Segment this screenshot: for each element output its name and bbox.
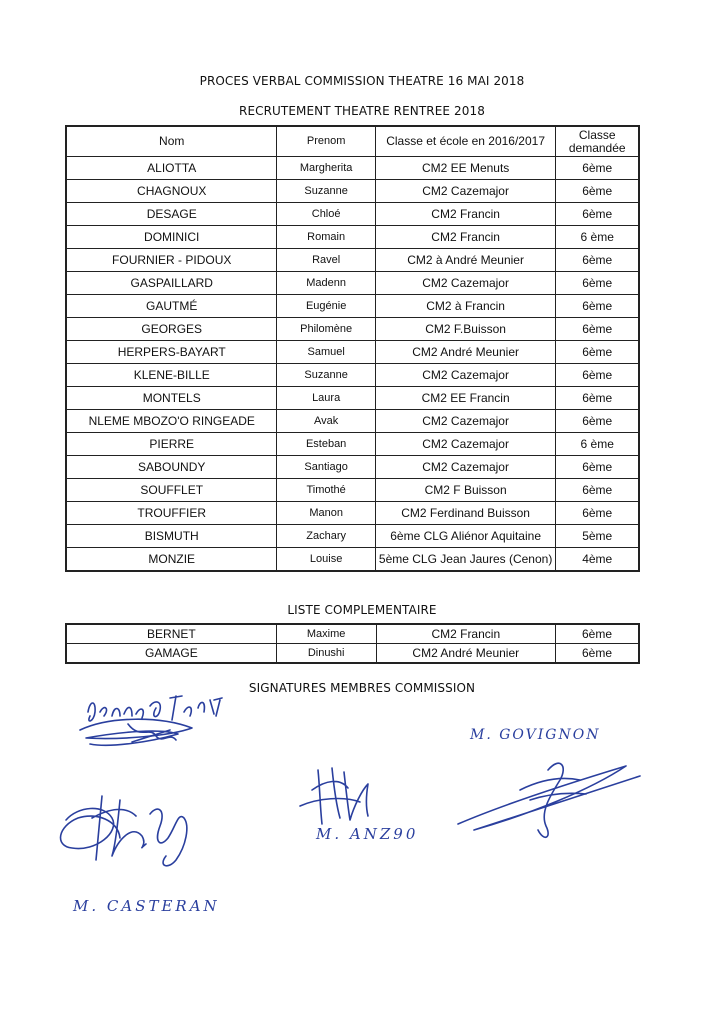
- handwritten-name-2: M. ANZ90: [316, 825, 419, 843]
- cell-ecole: CM2 à André Meunier: [375, 249, 556, 272]
- cell-demande: 6ème: [556, 203, 639, 226]
- cell-demande: 6ème: [556, 387, 639, 410]
- cell-nom: ALIOTTA: [66, 157, 277, 180]
- signature-2: [61, 796, 187, 866]
- cell-ecole: 5ème CLG Jean Jaures (Cenon): [375, 548, 556, 572]
- cell-demande: 6ème: [556, 456, 639, 479]
- cell-demande: 6ème: [556, 502, 639, 525]
- cell-prenom: Romain: [277, 226, 375, 249]
- cell-nom: DOMINICI: [66, 226, 277, 249]
- cell-demande: 5ème: [556, 525, 639, 548]
- cell-demande: 6 ème: [556, 433, 639, 456]
- cell-demande: 6ème: [556, 624, 639, 644]
- cell-nom: MONZIE: [66, 548, 277, 572]
- cell-demande: 6ème: [556, 644, 639, 664]
- cell-prenom: Margherita: [277, 157, 375, 180]
- cell-nom: NLEME MBOZO'O RINGEADE: [66, 410, 277, 433]
- cell-demande: 6ème: [556, 318, 639, 341]
- cell-nom: SABOUNDY: [66, 456, 277, 479]
- cell-ecole: CM2 Cazemajor: [375, 410, 556, 433]
- cell-prenom: Avak: [277, 410, 375, 433]
- cell-ecole: CM2 Cazemajor: [375, 456, 556, 479]
- signature-3: [300, 768, 368, 824]
- cell-demande: 4ème: [556, 548, 639, 572]
- handwritten-name-3: M. CASTERAN: [73, 897, 220, 915]
- cell-prenom: Maxime: [276, 624, 376, 644]
- signature-1: [80, 696, 222, 745]
- document-title: PROCES VERBAL COMMISSION THEATRE 16 MAI 2018: [199, 74, 525, 88]
- cell-demande: 6ème: [556, 341, 639, 364]
- cell-ecole: CM2 Cazemajor: [375, 180, 556, 203]
- cell-ecole: CM2 EE Menuts: [375, 157, 556, 180]
- cell-prenom: Louise: [277, 548, 375, 572]
- cell-demande: 6ème: [556, 272, 639, 295]
- cell-demande: 6ème: [556, 180, 639, 203]
- cell-demande: 6ème: [556, 295, 639, 318]
- cell-prenom: Timothé: [277, 479, 375, 502]
- cell-ecole: CM2 F Buisson: [375, 479, 556, 502]
- cell-nom: GAMAGE: [66, 644, 276, 664]
- cell-prenom: Esteban: [277, 433, 375, 456]
- cell-ecole: CM2 Cazemajor: [375, 364, 556, 387]
- header-classe-demandee-line1: Classe: [578, 127, 616, 142]
- cell-prenom: Eugénie: [277, 295, 375, 318]
- cell-nom: TROUFFIER: [66, 502, 277, 525]
- cell-prenom: Suzanne: [277, 180, 375, 203]
- signature-4: [458, 763, 640, 837]
- cell-nom: PIERRE: [66, 433, 277, 456]
- cell-prenom: Ravel: [277, 249, 375, 272]
- cell-prenom: Manon: [277, 502, 375, 525]
- cell-prenom: Suzanne: [277, 364, 375, 387]
- cell-nom: BISMUTH: [66, 525, 277, 548]
- document-subtitle: RECRUTEMENT THEATRE RENTREE 2018: [239, 104, 485, 118]
- cell-ecole: CM2 Francin: [375, 226, 556, 249]
- cell-nom: GASPAILLARD: [66, 272, 277, 295]
- header-nom: Nom: [66, 126, 277, 157]
- cell-prenom: Santiago: [277, 456, 375, 479]
- cell-ecole: CM2 André Meunier: [375, 341, 556, 364]
- cell-nom: SOUFFLET: [66, 479, 277, 502]
- cell-nom: KLENE-BILLE: [66, 364, 277, 387]
- signatures-title: SIGNATURES MEMBRES COMMISSION: [248, 681, 476, 695]
- handwritten-name-1: M. GOVIGNON: [470, 727, 601, 743]
- cell-nom: DESAGE: [66, 203, 277, 226]
- header-classe-demandee-line2: demandée: [568, 140, 626, 155]
- cell-nom: FOURNIER - PIDOUX: [66, 249, 277, 272]
- cell-prenom: Chloé: [277, 203, 375, 226]
- complementary-list-title: LISTE COMPLEMENTAIRE: [287, 603, 437, 617]
- cell-ecole: CM2 Francin: [375, 203, 556, 226]
- cell-prenom: Laura: [277, 387, 375, 410]
- cell-ecole: CM2 Ferdinand Buisson: [375, 502, 556, 525]
- cell-ecole: CM2 F.Buisson: [375, 318, 556, 341]
- cell-demande: 6ème: [556, 249, 639, 272]
- cell-nom: GAUTMÉ: [66, 295, 277, 318]
- cell-ecole: CM2 Cazemajor: [375, 433, 556, 456]
- cell-prenom: Dinushi: [276, 644, 376, 664]
- cell-ecole: CM2 Cazemajor: [375, 272, 556, 295]
- cell-ecole: CM2 à Francin: [375, 295, 556, 318]
- cell-demande: 6ème: [556, 479, 639, 502]
- header-prenom: Prenom: [277, 126, 375, 157]
- cell-ecole: 6ème CLG Aliénor Aquitaine: [375, 525, 556, 548]
- cell-nom: CHAGNOUX: [66, 180, 277, 203]
- cell-demande: 6ème: [556, 157, 639, 180]
- cell-nom: HERPERS-BAYART: [66, 341, 277, 364]
- cell-prenom: Samuel: [277, 341, 375, 364]
- cell-demande: 6ème: [556, 364, 639, 387]
- cell-demande: 6ème: [556, 410, 639, 433]
- cell-prenom: Philomène: [277, 318, 375, 341]
- header-classe-ecole: Classe et école en 2016/2017: [375, 126, 556, 157]
- cell-ecole: CM2 André Meunier: [376, 644, 556, 664]
- cell-prenom: Zachary: [277, 525, 375, 548]
- cell-nom: GEORGES: [66, 318, 277, 341]
- cell-nom: MONTELS: [66, 387, 277, 410]
- cell-demande: 6 ème: [556, 226, 639, 249]
- cell-ecole: CM2 EE Francin: [375, 387, 556, 410]
- cell-prenom: Madenn: [277, 272, 375, 295]
- cell-nom: BERNET: [66, 624, 276, 644]
- cell-ecole: CM2 Francin: [376, 624, 556, 644]
